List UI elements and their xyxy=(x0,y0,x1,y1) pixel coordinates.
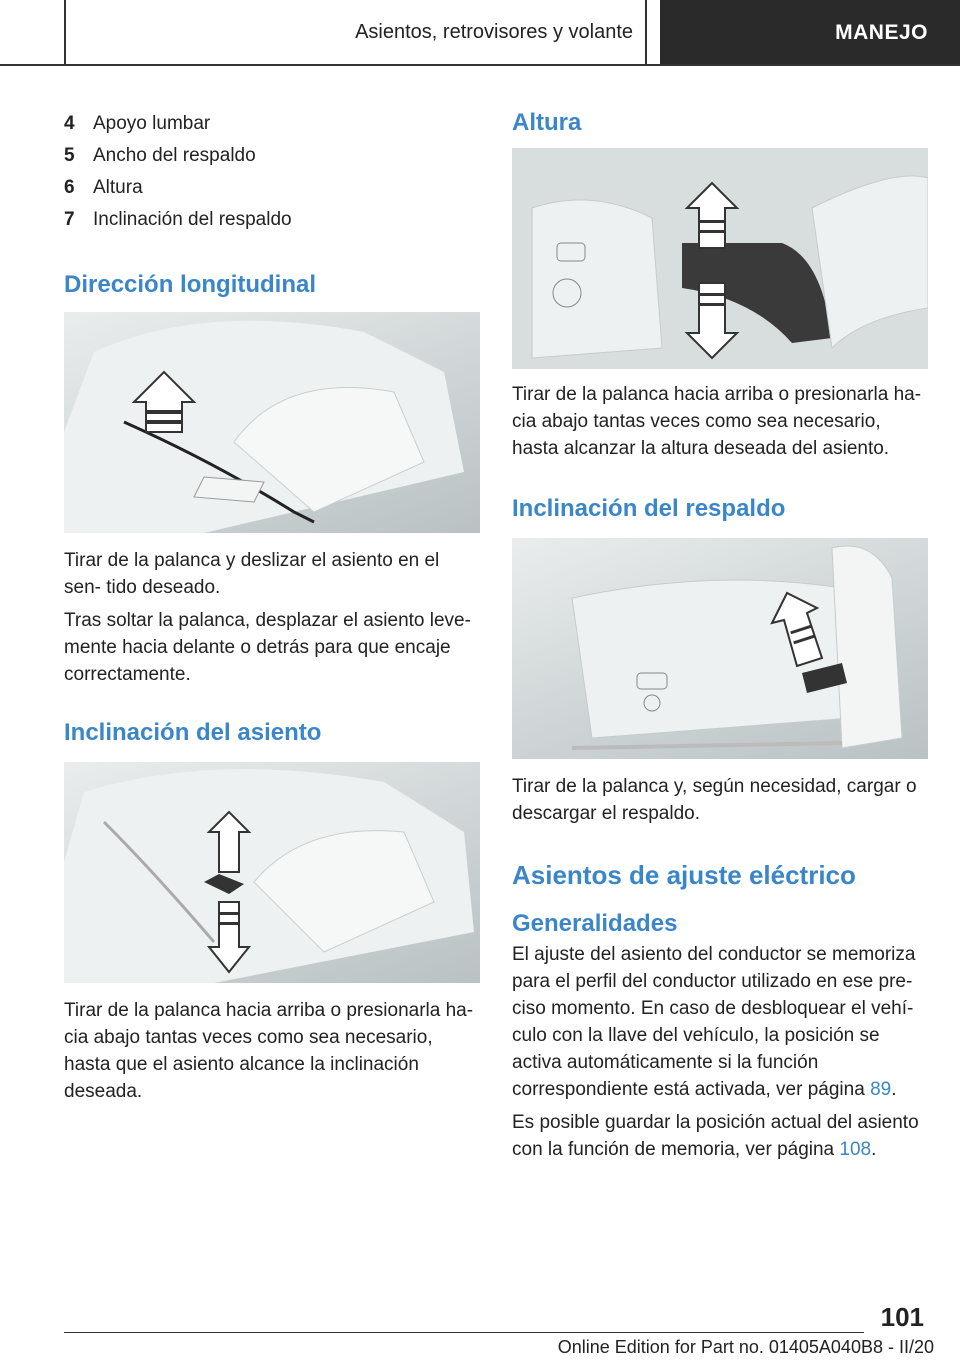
item-number: 5 xyxy=(64,145,75,166)
page-header xyxy=(0,0,960,66)
paragraph-end: . xyxy=(891,1079,897,1100)
paragraph-text: Es posible guardar la posición actual del asiento con la función de memoria, ver página xyxy=(512,1112,919,1160)
paragraph-text: El ajuste del asiento del conductor se memoriza para el perfil del conductor utilizado en ese pre‐ ciso momento. En caso de desbloquear el vehí‐ culo con la llave del vehículo, la posición se activa automáticamente si la función correspondiente está activada, ver página xyxy=(512,944,916,1100)
edition-note: Online Edition for Part no. 01405A040B8 - II/20 xyxy=(557,1337,934,1357)
paragraph xyxy=(512,1109,928,1163)
item-label: Ancho del respaldo xyxy=(93,145,256,166)
heading-seat-tilt: Inclinación del asiento xyxy=(64,719,322,746)
page-number: 101 xyxy=(880,1302,924,1332)
page-link-108[interactable]: 108 xyxy=(839,1139,872,1160)
paragraph: Tirar de la palanca y deslizar el asiento en el sen‐ tido deseado. xyxy=(64,550,440,598)
heading-general: Generalidades xyxy=(512,910,678,937)
left-column xyxy=(64,108,480,1105)
item-label: Apoyo lumbar xyxy=(93,113,211,134)
list-item xyxy=(64,140,480,172)
paragraph-end: . xyxy=(871,1139,877,1160)
heading-electric-seats: Asientos de ajuste eléctrico xyxy=(512,860,856,890)
seat-height-image xyxy=(512,148,928,369)
item-number: 7 xyxy=(64,209,75,230)
item-label: Altura xyxy=(93,177,143,198)
page-link-89[interactable]: 89 xyxy=(870,1079,892,1100)
item-number: 4 xyxy=(64,113,75,134)
paragraph: Tirar de la palanca hacia arriba o presionarla ha‐ cia abajo tantas veces como sea necesario, hasta que el asiento alcance la inclinación deseada. xyxy=(64,1000,474,1102)
heading-longitudinal: Dirección longitudinal xyxy=(64,271,317,298)
right-column xyxy=(512,108,928,1163)
list-item xyxy=(64,172,480,204)
list-item xyxy=(64,204,480,236)
seat-tilt-image xyxy=(64,762,480,983)
heading-backrest: Inclinación del respaldo xyxy=(512,495,786,522)
component-list xyxy=(64,108,480,236)
seat-longitudinal-image xyxy=(64,312,480,533)
section-title: Asientos, retrovisores y volante xyxy=(64,0,647,64)
paragraph: Tras soltar la palanca, desplazar el asiento leve‐ mente hacia delante o detrás para que encaje correctamente. xyxy=(64,610,471,685)
paragraph: Tirar de la palanca hacia arriba o presionarla ha‐ cia abajo tantas veces como sea necesario, hasta alcanzar la altura deseada del asiento. xyxy=(512,384,922,459)
paragraph xyxy=(512,941,928,1103)
paragraph: Tirar de la palanca y, según necesidad, cargar o descargar el respaldo. xyxy=(512,776,917,824)
item-label: Inclinación del respaldo xyxy=(93,209,292,230)
backrest-image xyxy=(512,538,928,759)
footer-divider xyxy=(64,1332,864,1333)
header-divider xyxy=(0,64,960,66)
chapter-tab: MANEJO xyxy=(660,0,960,66)
list-item xyxy=(64,108,480,140)
heading-height: Altura xyxy=(512,109,582,136)
item-number: 6 xyxy=(64,177,75,198)
